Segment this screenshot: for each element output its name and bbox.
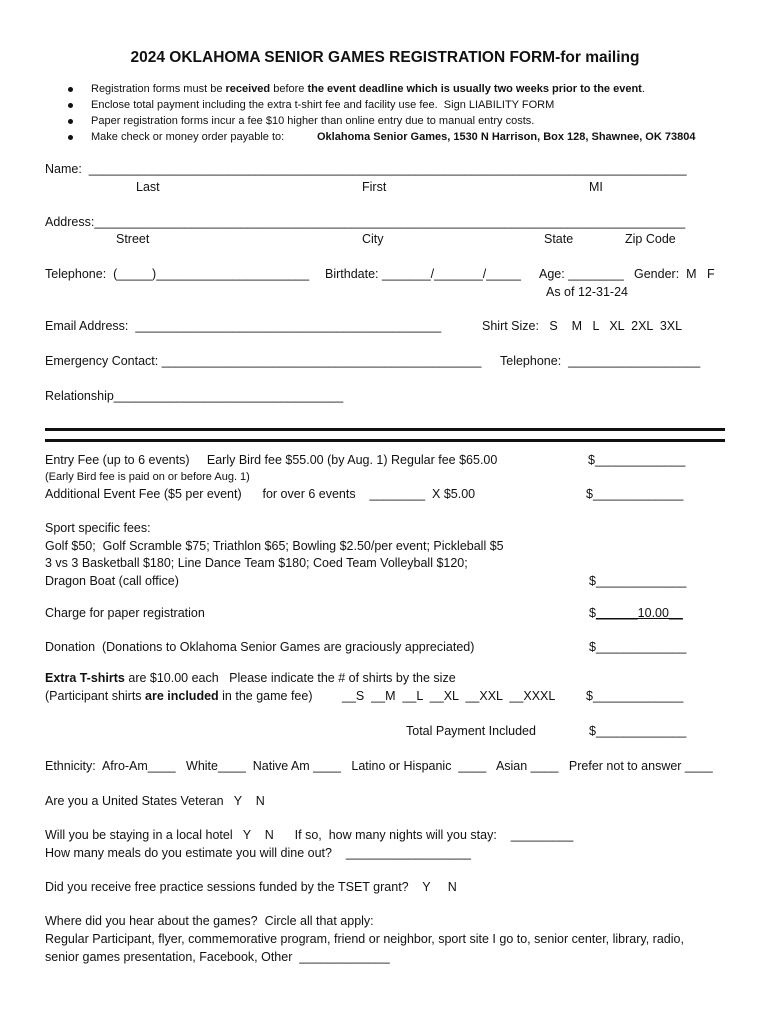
tshirt-label <box>45 671 456 686</box>
sport-fees-line: Golf $50; Golf Scramble $75; Triathlon $65; Bowling $2.50/per event; Pickleball $5 <box>45 539 504 553</box>
tshirt-note-bold: are included <box>145 689 219 703</box>
bullet-payment: Enclose total payment including the extra t-shirt fee and facility use fee. Sign LIABILITY FORM <box>91 99 555 111</box>
tshirt-note-text: in the game fee) <box>218 689 313 703</box>
shirt-size-field[interactable]: Shirt Size: S M L XL 2XL 3XL <box>482 319 683 333</box>
birthdate-field[interactable]: Birthdate: _______/_______/_____ <box>325 267 522 281</box>
divider-rule <box>45 428 725 431</box>
paper-charge-label: Charge for paper registration <box>45 606 205 620</box>
name-first-caption: First <box>362 180 387 194</box>
age-field[interactable]: Age: ________ <box>539 267 624 281</box>
currency-sign: $ <box>589 606 596 620</box>
bullet-dot <box>68 119 73 124</box>
ethnicity-field[interactable]: Ethnicity: Afro-Am____ White____ Native Am ____ Latino or Hispanic ____ Asian ____ Prefer not to answer ____ <box>45 759 713 773</box>
bullet-deadline <box>91 82 645 97</box>
bullet-text: Registration forms must be <box>91 83 226 95</box>
address-zip-caption: Zip Code <box>625 232 676 246</box>
email-field[interactable]: Email Address: ____________________________________________ <box>45 319 442 333</box>
address-field[interactable]: Address:_____________________________________________________________________________________ <box>45 215 686 229</box>
tshirt-included-note <box>45 689 312 704</box>
relationship-field[interactable]: Relationship_________________________________ <box>45 389 344 403</box>
paper-charge-amount <box>589 606 683 621</box>
address-state-caption: State <box>544 232 574 246</box>
address-city-caption: City <box>362 232 384 246</box>
total-payment-amount[interactable]: $_____________ <box>589 724 687 738</box>
bullet-bold-received: received <box>225 83 271 95</box>
hear-about-question: Where did you hear about the games? Circle all that apply: <box>45 914 374 928</box>
bullet-paper-fee: Paper registration forms incur a fee $10 higher than online entry due to manual entry costs. <box>91 115 535 127</box>
telephone-field[interactable]: Telephone: (_____)______________________ <box>45 267 310 281</box>
tset-field[interactable]: Did you receive free practice sessions funded by the TSET grant? Y N <box>45 880 457 894</box>
name-last-caption: Last <box>136 180 160 194</box>
sport-fees-line: 3 vs 3 Basketball $180; Line Dance Team $180; Coed Team Volleyball $120; <box>45 556 468 570</box>
emergency-telephone-field[interactable]: Telephone: ___________________ <box>500 354 701 368</box>
bullet-dot <box>68 87 73 92</box>
name-mi-caption: MI <box>589 180 603 194</box>
tshirt-amount[interactable]: $_____________ <box>586 689 684 703</box>
early-bird-note: (Early Bird fee is paid on or before Aug. 1) <box>45 471 250 483</box>
address-street-caption: Street <box>116 232 150 246</box>
age-as-of-caption: As of 12-31-24 <box>546 285 628 299</box>
tshirt-note-text: (Participant shirts <box>45 689 146 703</box>
meals-field[interactable]: How many meals do you estimate you will dine out? __________________ <box>45 846 471 860</box>
entry-fee-amount[interactable]: $_____________ <box>588 453 686 467</box>
additional-fee-amount[interactable]: $_____________ <box>586 487 684 501</box>
hear-about-options[interactable]: Regular Participant, flyer, commemorative program, friend or neighbor, sport site I go to, senior center, library, radio, <box>45 932 684 946</box>
sport-fees-line: Dragon Boat (call office) <box>45 574 179 588</box>
bullet-bold-deadline: the event deadline which is usually two weeks prior to the event <box>307 83 642 95</box>
tshirt-text: are $10.00 each Please indicate the # of shirts by the size <box>124 671 456 685</box>
emergency-contact-field[interactable]: Emergency Contact: ______________________________________________ <box>45 354 482 368</box>
tshirt-size-counts[interactable]: __S __M __L __XL __XXL __XXXL <box>342 689 556 703</box>
entry-fee-label: Entry Fee (up to 6 events) Early Bird fee $55.00 (by Aug. 1) Regular fee $65.00 <box>45 453 498 467</box>
donation-amount[interactable]: $_____________ <box>589 640 687 654</box>
gender-field[interactable]: Gender: M F <box>634 267 715 281</box>
sport-fees-header: Sport specific fees: <box>45 521 151 535</box>
additional-event-fee[interactable]: Additional Event Fee ($5 per event) for over 6 events ________ X $5.00 <box>45 487 476 501</box>
hotel-field[interactable]: Will you be staying in a local hotel Y N If so, how many nights will you stay: _________ <box>45 828 574 842</box>
bullet-text: . <box>641 83 645 95</box>
bullet-text: before <box>270 83 308 95</box>
paper-charge-value: ______10.00__ <box>595 606 683 620</box>
veteran-field[interactable]: Are you a United States Veteran Y N <box>45 794 265 808</box>
divider-rule <box>45 439 725 442</box>
tshirt-bold: Extra T-shirts <box>45 671 125 685</box>
bullet-dot <box>68 103 73 108</box>
sport-fee-amount[interactable]: $_____________ <box>589 574 687 588</box>
donation-label: Donation (Donations to Oklahoma Senior Games are graciously appreciated) <box>45 640 475 654</box>
hear-about-options[interactable]: senior games presentation, Facebook, Other _____________ <box>45 950 390 964</box>
total-payment-label: Total Payment Included <box>406 724 536 738</box>
name-field[interactable]: Name: ______________________________________________________________________________________ <box>45 162 687 176</box>
page-title: 2024 OKLAHOMA SENIOR GAMES REGISTRATION FORM-for mailing <box>130 49 640 66</box>
bullet-dot <box>68 135 73 140</box>
bullet-payable-label: Make check or money order payable to: <box>91 131 285 143</box>
payee-address: Oklahoma Senior Games, 1530 N Harrison, Box 128, Shawnee, OK 73804 <box>317 131 696 143</box>
